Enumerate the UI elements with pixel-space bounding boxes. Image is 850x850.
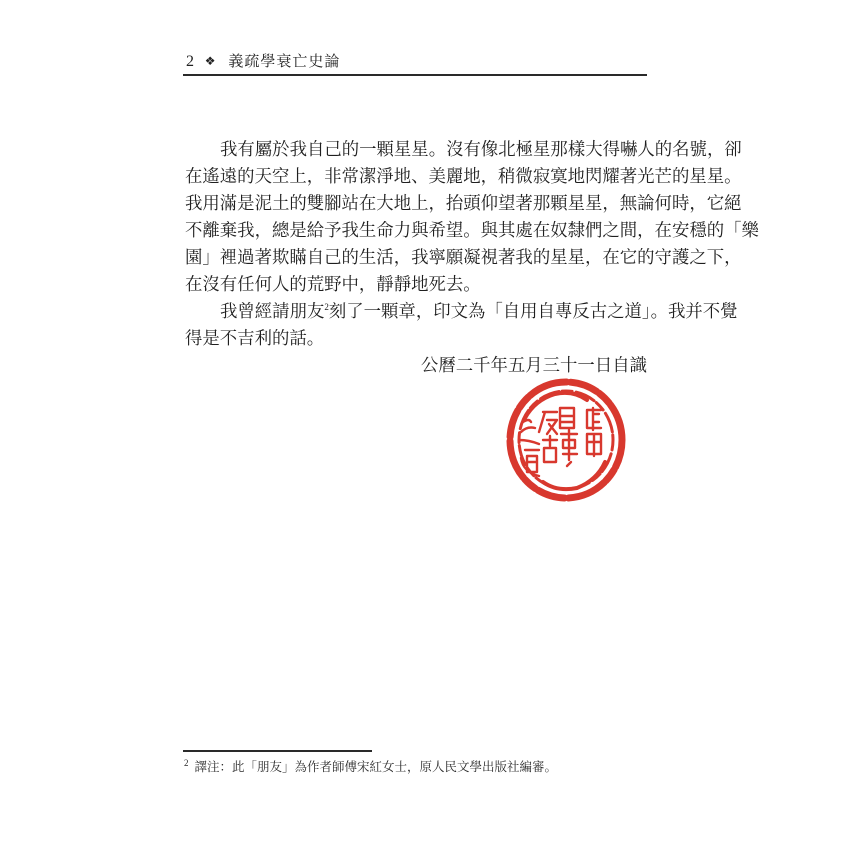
paragraph-line: 不離棄我，總是給予我生命力與希望。與其處在奴隸們之間，在安穩的「樂 <box>185 221 759 241</box>
running-header <box>186 50 340 72</box>
paragraph-line <box>185 299 738 326</box>
ornament-icon: ❖ <box>204 54 216 68</box>
text-segment: 我曾經請朋友 <box>220 302 325 322</box>
header-rule <box>183 74 647 76</box>
page-number: 2 <box>186 53 194 70</box>
book-title: 義疏學衰亡史論 <box>228 52 341 70</box>
signature-line: 公曆二千年五月三十一日自識 <box>420 356 647 376</box>
paragraph-line: 我用滿是泥土的雙腳站在大地上，抬頭仰望著那顆星星，無論何時，它絕 <box>185 194 742 214</box>
footnote-rule <box>183 750 372 752</box>
paragraph-line: 我有屬於我自己的一顆星星。沒有像北極星那樣大得嚇人的名號，卻 <box>220 140 742 160</box>
body-text <box>185 137 759 380</box>
paragraph-line: 得是不吉利的話。 <box>185 329 325 349</box>
paragraph-line: 在沒有任何人的荒野中，靜靜地死去。 <box>185 275 481 295</box>
paragraph-line: 園」裡過著欺瞞自己的生活，我寧願凝視著我的星星，在它的守護之下， <box>185 248 742 268</box>
footnote-text: 譯注：此「朋友」為作者師傅宋紅女士，原人民文學出版社編審。 <box>194 759 558 774</box>
seal-stamp-icon <box>505 378 627 502</box>
footnote <box>184 758 557 777</box>
footnote-reference[interactable]: 2 <box>324 302 329 312</box>
footnote-number: 2 <box>184 758 189 768</box>
paragraph-line: 在遙遠的天空上，非常潔淨地、美麗地，稍微寂寞地閃耀著光芒的星星。 <box>185 167 742 187</box>
text-segment: 刻了一顆章，印文為「自用自專反古之道」。我并不覺 <box>328 302 738 322</box>
